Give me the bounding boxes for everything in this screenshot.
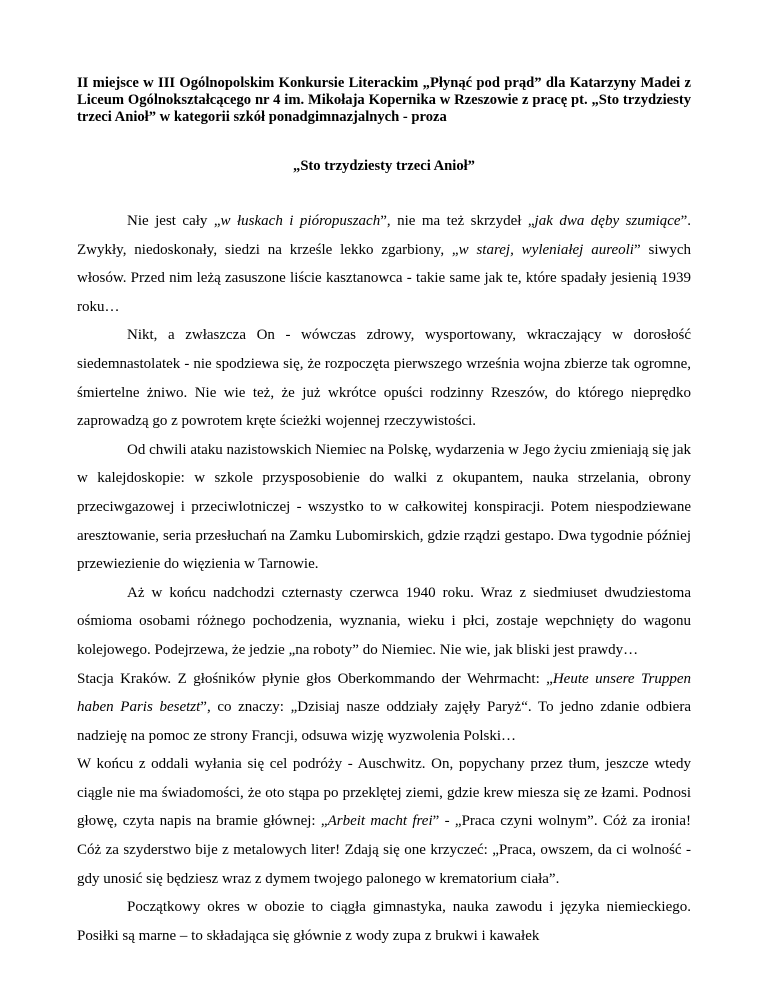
- paragraph: Stacja Kraków. Z głośników płynie głos Oberkommando der Wehrmacht: „Heute unsere Truppen haben Paris besetzt”, co znaczy: „Dzisiaj nasze oddziały zajęły Paryż“. To jedno zdanie odbiera nadzieję na pomoc ze strony Francji, odsuwa wizję wyzwolenia Polski…: [77, 670, 691, 744]
- paragraph: Nikt, a zwłaszcza On - wówczas zdrowy, wysportowany, wkraczający w dorosłość siedemnastolatek - nie spodziewa się, że rozpoczęta pierwszego września wojna zbierze tak ogromne, śmiertelne żniwo. Nie wie też, że już wkrótce opuści rodzinny Rzeszów, do którego nieprędko zaprowadzą go z powrotem kręte ścieżki wojennej rzeczywistości.: [77, 327, 691, 430]
- paragraph: Początkowy okres w obozie to ciągła gimnastyka, nauka zawodu i języka niemieckiego. Posiłki są marne – to składająca się głównie z wody zupa z brukwi i kawałek: [77, 899, 691, 944]
- paragraph: Aż w końcu nadchodzi czternasty czerwca 1940 roku. Wraz z siedmiuset dwudziestoma ośmioma osobami różnego pochodzenia, wyznania, wieku i płci, zostaje wepchnięty do wagonu kolejowego. Podejrzewa, że jedzie „na roboty” do Niemiec. Nie wie, jak bliski jest prawdy…: [77, 584, 691, 658]
- document-page: [77, 75, 691, 950]
- document-body: [77, 207, 691, 950]
- document-title: „Sto trzydziesty trzeci Anioł”: [293, 158, 475, 174]
- paragraph: Nie jest cały „w łuskach i pióropuszach”, nie ma też skrzydeł „jak dwa dęby szumiące”. Zwykły, niedoskonały, siedzi na krześle lekko zgarbiony, „w starej, wyleniałej aureoli” siwych włosów. Przed nim leżą zasuszone liście kasztanowca - takie same jak te, które spadały jesienią 1939 roku…: [77, 213, 691, 315]
- paragraph: W końcu z oddali wyłania się cel podróży - Auschwitz. On, popychany przez tłum, jeszcze wtedy ciągle nie ma świadomości, że oto stąpa po przeklętej ziemi, gdzie krew miesza się ze łzami. Podnosi głowę, czyta napis na bramie głównej: „Arbeit macht frei” - „Praca czyni wolnym”. Cóż za ironia! Cóż za szyderstwo bije z metalowych liter! Zdają się one krzyczeć: „Praca, owszem, da ci wolność - gdy unosić się będziesz wraz z dymem twojego palonego w krematorium ciała”.: [77, 756, 691, 887]
- document-header: II miejsce w III Ogólnopolskim Konkursie Literackim „Płynąć pod prąd” dla Katarzyny Madei z Liceum Ogólnokształcącego nr 4 im. Mikołaja Kopernika w Rzeszowie z pracę pt. „Sto trzydziesty trzeci Anioł” w kategorii szkół ponadgimnazjalnych - proza: [77, 75, 691, 125]
- paragraph: Od chwili ataku nazistowskich Niemiec na Polskę, wydarzenia w Jego życiu zmieniają się jak w kalejdoskopie: w szkole przysposobienie do walki z okupantem, nauka strzelania, obrony przeciwgazowej i przeciwlotniczej - wszystko to w całkowitej konspiracji. Potem niespodziewane aresztowanie, seria przesłuchań na Zamku Lubomirskich, gdzie rządzi gestapo. Dwa tygodnie później przewiezienie do więzienia w Tarnowie.: [77, 441, 691, 573]
